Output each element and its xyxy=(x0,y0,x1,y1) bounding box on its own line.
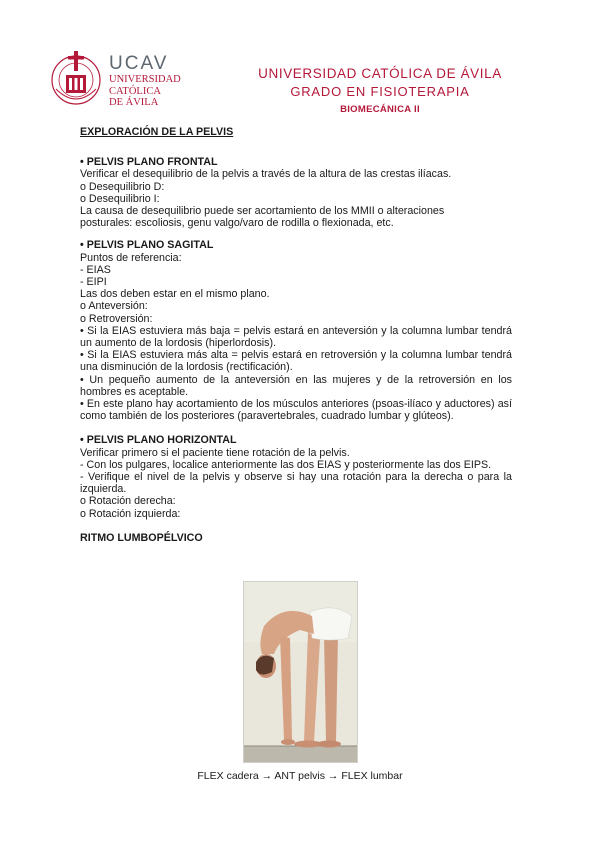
logo-line: CATÓLICA xyxy=(109,85,161,97)
text-line: o Anteversión: xyxy=(80,300,148,313)
photo-caption: FLEX cadera → ANT pelvis → FLEX lumbar xyxy=(197,770,403,782)
logo-acronym: UCAV xyxy=(109,53,169,74)
section-heading-horizontal: • PELVIS PLANO HORIZONTAL xyxy=(80,434,237,447)
text-line: Las dos deben estar en el mismo plano. xyxy=(80,288,270,301)
text-line: o Rotación izquierda: xyxy=(80,507,181,520)
university-seal-logo xyxy=(48,49,104,109)
text-line: Verificar primero si el paciente tiene rotación de la pelvis. xyxy=(80,446,350,459)
university-heading: UNIVERSIDAD CATÓLICA DE ÁVILA xyxy=(258,66,502,81)
section-heading-frontal: • PELVIS PLANO FRONTAL xyxy=(80,156,218,169)
section-heading-ritmo: RITMO LUMBOPÉLVICO xyxy=(80,531,203,544)
university-logo-text xyxy=(109,54,179,109)
text-line: La causa de desequilibrio puede ser acortamiento de los MMII o alteraciones xyxy=(80,205,445,218)
text-line: - EIAS xyxy=(80,263,111,276)
text-line: - Con los pulgares, localice anteriormente las dos EIAS y posteriormente las dos EIPS. xyxy=(80,458,492,471)
text-line: o Desequilibrio D: xyxy=(80,180,165,193)
text-line: Verificar el desequilibrio de la pelvis a través de la altura de las crestas ilíacas. xyxy=(80,168,452,181)
section-heading-sagital: • PELVIS PLANO SAGITAL xyxy=(80,239,214,252)
text-line: o Desequilibrio I: xyxy=(80,192,160,205)
text-line: o Retroversión: xyxy=(80,312,153,325)
degree-heading: GRADO EN FISIOTERAPIA xyxy=(290,84,470,99)
text-line: Puntos de referencia: xyxy=(80,251,182,264)
subject-heading: BIOMECÁNICA II xyxy=(340,104,420,115)
paragraph: • Un pequeño aumento de la anteversión en las mujeres y de la retroversión en los hombres es aceptable. xyxy=(80,373,512,398)
logo-line: DE ÁVILA xyxy=(109,97,159,108)
document-body xyxy=(80,126,512,544)
text-line: - Verifique el nivel de la pelvis y observe si hay una rotación para la derecha o para la izquierda. xyxy=(80,471,512,496)
text-line: posturales: escoliosis, genu valgo/varo de rodilla o flexionada, etc. xyxy=(80,217,394,230)
logo-line: UNIVERSIDAD xyxy=(109,74,181,85)
document-title: EXPLORACIÓN DE LA PELVIS xyxy=(80,126,234,138)
text-line: - EIPI xyxy=(80,276,107,289)
paragraph: • Si la EIAS estuviera más alta = pelvis estará en retroversión y la columna lumbar tendrá una disminución de la lordosis (rectificación). xyxy=(80,349,512,374)
text-line: o Rotación derecha: xyxy=(80,495,176,508)
forward-flexion-photo xyxy=(243,581,358,763)
paragraph: • Si la EIAS estuviera más baja = pelvis estará en anteversión y la columna lumbar tendrá un aumento de la lordosis (hiperlordosis). xyxy=(80,324,512,350)
paragraph: • En este plano hay acortamiento de los músculos anteriores (psoas-ilíaco y aductores) así como también de los posteriores (paravertebrales, cuadrado lumbar y glúteos). xyxy=(80,398,512,423)
